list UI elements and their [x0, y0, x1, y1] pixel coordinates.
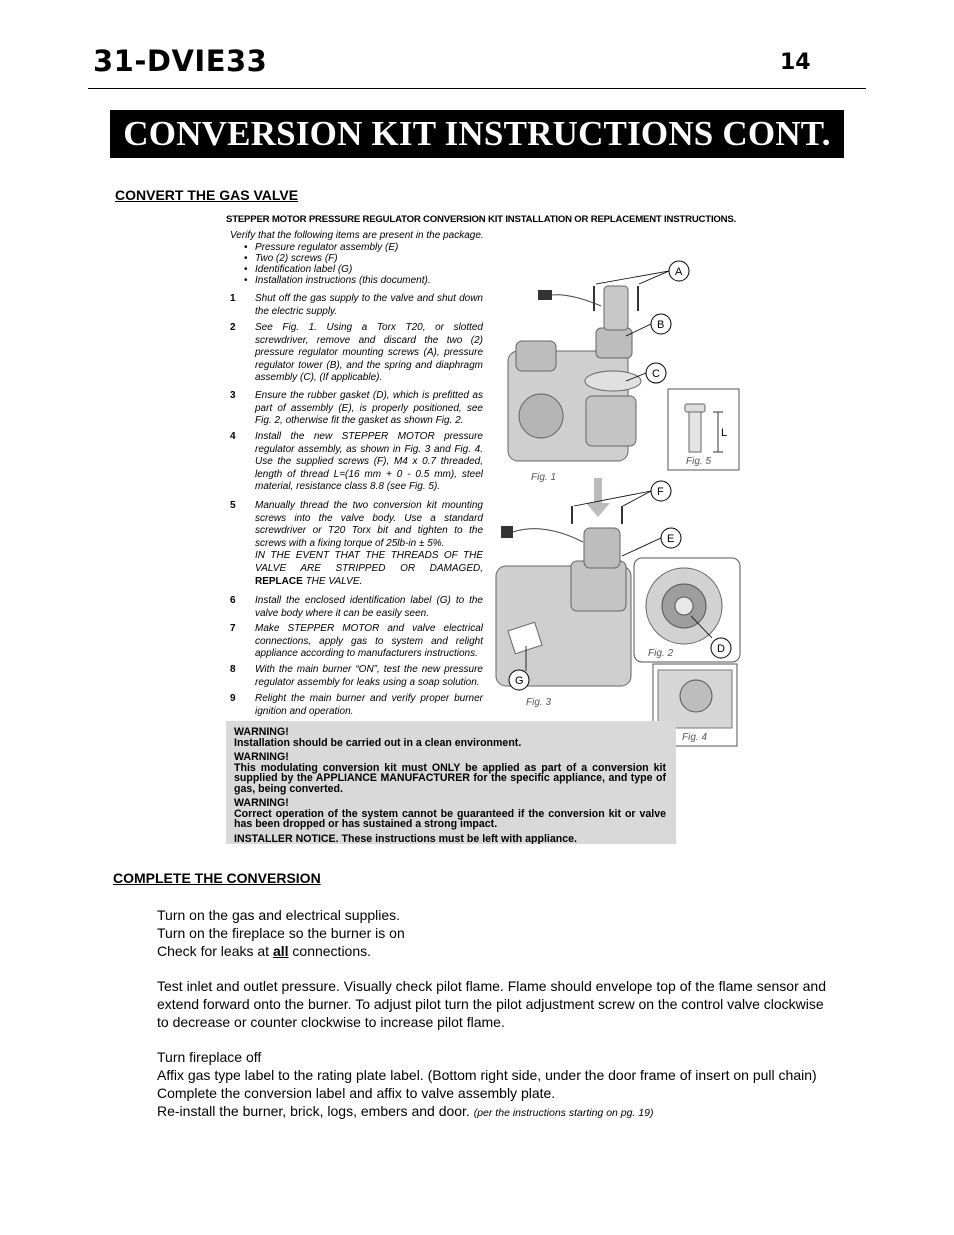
warning-title: WARNING! — [234, 726, 289, 738]
svg-text:G: G — [515, 675, 524, 687]
section-heading-complete-conversion: COMPLETE THE CONVERSION — [113, 870, 321, 886]
paragraph-finish — [157, 1048, 837, 1122]
step-text: Manually thread the two conversion kit mounting screws into the valve body. Use a standard screwdriver or T20 Torx bit and tighten to the screws with a fixing torque of 25lb-in ± 5%. — [255, 500, 483, 549]
step-text: Install the enclosed identification label (G) to the valve body where it can be easily seen. — [255, 595, 483, 619]
list-item: • Identification label (G) — [255, 264, 431, 275]
svg-text:A: A — [675, 266, 683, 278]
svg-text:E: E — [667, 533, 675, 545]
step-number: 9 — [230, 693, 236, 704]
step-number: 7 — [230, 623, 236, 634]
fig5-caption: Fig. 5 — [686, 456, 712, 467]
callout-f — [574, 481, 671, 506]
svg-text:B: B — [657, 319, 665, 331]
warning-1 — [234, 727, 666, 748]
paragraph-supplies — [157, 906, 837, 960]
step-number: 3 — [230, 390, 236, 401]
callout-e — [622, 528, 681, 556]
paragraph-pressure-test: Test inlet and outlet pressure. Visually check pilot flame. Flame should envelope top of the flame sensor and extend forward onto the burner. To adjust pilot turn the pilot adjustment screw on the control valve clockwise to decrease or counter clockwise to increase pilot flame. — [157, 978, 827, 1030]
emphasis-all: all — [272, 943, 289, 959]
document-id: 31-DVIE33 — [93, 44, 268, 78]
fig4-caption: Fig. 4 — [682, 732, 708, 743]
list-item: • Installation instructions (this document). — [255, 275, 431, 286]
step-caution: IN THE EVENT THAT THE THREADS OF THE VALVE ARE STRIPPED OR DAMAGED, — [255, 550, 483, 574]
list-item: • Two (2) screws (F) — [255, 253, 431, 264]
step-text: Install the new STEPPER MOTOR pressure regulator assembly, as shown in Fig. 3 and Fig. 4. Use the supplied screws (F), M4 x 0.7 threaded, length of thread L=(16 mm + 0 - 0.5 mm), steel material, resistance class 8.8 (see Fig. 5). — [255, 431, 483, 493]
text-line: Turn fireplace off — [157, 1049, 262, 1065]
warning-title: WARNING! — [234, 751, 289, 763]
step-number: 5 — [230, 500, 236, 511]
svg-text:F: F — [657, 486, 664, 498]
fig5-dimension-label: L — [721, 427, 728, 439]
text-line: Turn on the fireplace so the burner is on — [157, 925, 405, 941]
fig3-valve-drawing — [496, 506, 631, 686]
warning-text: This modulating conversion kit must ONLY be applied as part of a conversion kit supplied by the APPLIANCE MANUFACTURER for the specific appliance, and type of gas, being converted. — [234, 761, 666, 795]
svg-text:C: C — [652, 368, 660, 380]
step-text: Relight the main burner and verify proper burner ignition and operation. — [255, 693, 483, 717]
warning-title: WARNING! — [234, 797, 289, 809]
callout-b — [626, 314, 671, 336]
text-line: Turn on the gas and electrical supplies. — [157, 907, 401, 923]
page-title-banner: CONVERSION KIT INSTRUCTIONS CONT. — [110, 110, 844, 158]
fig1-valve-drawing — [508, 286, 641, 461]
step-caution-end: THE VALVE. — [305, 575, 363, 587]
section-heading-convert-gas-valve: CONVERT THE GAS VALVE — [115, 187, 299, 203]
step-number: 2 — [230, 322, 236, 333]
step-number: 4 — [230, 431, 236, 442]
text-line: Affix gas type label to the rating plate label. (Bottom right side, under the door frame of insert on pull chain) — [157, 1067, 817, 1083]
warning-text: Installation should be carried out in a clean environment. — [234, 736, 522, 749]
package-contents-list — [255, 242, 431, 286]
kit-intro-text: Verify that the following items are present in the package. — [230, 230, 484, 241]
fig1-caption: Fig. 1 — [531, 472, 557, 483]
arrow-down-icon — [586, 478, 610, 517]
callout-a — [596, 261, 689, 284]
step-text: Shut off the gas supply to the valve and shut down the electric supply. — [255, 293, 483, 317]
warning-2 — [234, 752, 666, 794]
installer-notice: INSTALLER NOTICE. These instructions must be left with appliance. — [234, 833, 577, 844]
complete-conversion-text — [157, 906, 837, 1139]
step-caution-emphasis: REPLACE — [255, 575, 303, 587]
warning-text: Correct operation of the system cannot be guaranteed if the conversion kit or valve has been dropped or has sustained a strong impact. — [234, 807, 666, 831]
page-number: 14 — [780, 50, 811, 75]
text-line: Complete the conversion label and affix to valve assembly plate. — [157, 1085, 556, 1101]
step-number: 8 — [230, 664, 236, 675]
text-line-reinstall: Re-install the burner, brick, logs, embers and door. (per the instructions starting on pg. 19) — [157, 1103, 654, 1119]
step-number: 6 — [230, 595, 236, 606]
header-divider — [88, 88, 866, 89]
warning-3 — [234, 798, 666, 830]
step-text: With the main burner “ON”, test the new pressure regulator assembly for leaks using a soap solution. — [255, 664, 483, 688]
step-text: Make STEPPER MOTOR and valve electrical connections, apply gas to system and relight appliance according to manufacturers instructions. — [255, 623, 483, 660]
page-reference-note: (per the instructions starting on pg. 19) — [473, 1107, 654, 1119]
kit-instructions-title: STEPPER MOTOR PRESSURE REGULATOR CONVERSION KIT INSTALLATION OR REPLACEMENT INSTRUCTIONS. — [226, 214, 737, 225]
list-item: • Pressure regulator assembly (E) — [255, 242, 431, 253]
text-line-leaks: Check for leaks at all connections. — [157, 943, 372, 959]
fig2-caption: Fig. 2 — [648, 648, 674, 659]
valve-conversion-figures — [486, 256, 756, 756]
fig3-caption: Fig. 3 — [526, 697, 552, 708]
step-number: 1 — [230, 293, 236, 304]
step-text: See Fig. 1. Using a Torx T20, or slotted screwdriver, remove and discard the two (2) pressure regulator mounting screws (A), pressure regulator tower (B), and the spring and diaphragm assembly (C), (If applicable). — [255, 322, 483, 384]
step-text: Ensure the rubber gasket (D), which is prefitted as part of assembly (E), is properly positioned, see Fig. 2, otherwise fit the gasket as shown Fig. 2. — [255, 390, 483, 427]
svg-text:D: D — [717, 643, 725, 655]
warnings-box — [226, 721, 676, 844]
